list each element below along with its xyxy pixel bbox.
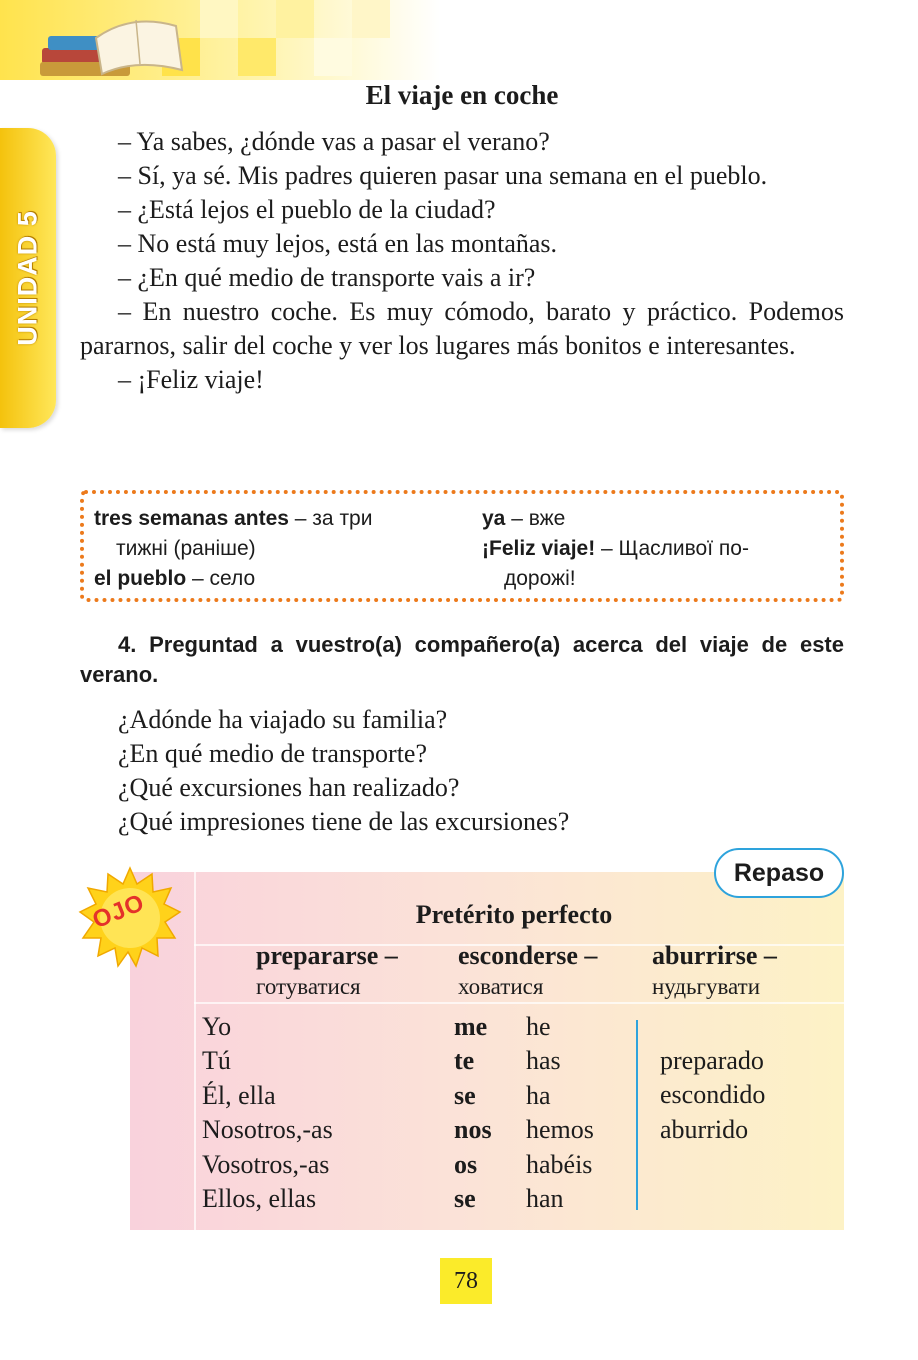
vocab-translation: – вже — [505, 507, 566, 530]
dialog-line: – En nuestro coche. Es muy cómodo, barato y práctico. Podemos pararnos, salir del coche y ver los lugares más bonitos e interesantes. — [80, 297, 844, 360]
haber-form: he — [526, 1012, 551, 1041]
verb-translation: готуватися — [256, 974, 361, 999]
pronoun: Tú — [202, 1046, 231, 1076]
vocabulary-column — [94, 504, 474, 594]
verb-translation: ховатися — [458, 974, 544, 999]
participle: preparado — [660, 1046, 764, 1075]
verb-header — [256, 940, 398, 1002]
page-number: 78 — [440, 1258, 492, 1304]
vocab-term: tres semanas antes — [94, 507, 289, 530]
reflexive-pronoun: nos — [454, 1115, 492, 1145]
vocab-translation: – село — [186, 567, 256, 590]
grammar-title: Pretérito perfecto — [415, 900, 613, 929]
reflexive-pronoun: se — [454, 1080, 476, 1110]
unit-tab-label: UNIDAD 5 — [12, 210, 43, 346]
reflexive-pronoun: se — [454, 1184, 476, 1214]
vocab-term: ¡Feliz viaje! — [482, 537, 596, 560]
pronoun-column — [202, 1010, 333, 1216]
pronoun: Nosotros,-as — [202, 1115, 333, 1145]
haber-form: han — [526, 1184, 564, 1214]
haber-column — [526, 1010, 594, 1216]
vocab-term: el pueblo — [94, 567, 187, 590]
haber-form: hemos — [526, 1115, 594, 1145]
dialog-line: – ¿En qué medio de transporte vais a ir? — [118, 263, 536, 292]
question-item: ¿Qué impresiones tiene de las excursiones? — [118, 807, 570, 836]
repaso-badge: Repaso — [714, 848, 844, 898]
dialog-text — [80, 125, 844, 397]
vocab-translation: – за три — [288, 507, 373, 530]
vocab-entry — [94, 564, 474, 594]
participle: aburrido — [660, 1114, 749, 1144]
verb-translation: нудьгувати — [652, 974, 761, 999]
reflexive-pronoun: me — [454, 1012, 488, 1041]
pronoun: Él, ella — [202, 1080, 276, 1110]
verb-header — [458, 940, 597, 1002]
participle-column — [660, 1044, 765, 1147]
vocab-entry — [482, 504, 842, 534]
question-list — [80, 703, 844, 839]
vocab-entry — [94, 504, 474, 534]
question-item: ¿Adónde ha viajado su familia? — [118, 705, 448, 734]
vocabulary-column — [482, 504, 842, 594]
vocab-continuation: дорожі! — [504, 567, 576, 590]
vocabulary-box — [80, 490, 844, 602]
question-item: ¿En qué medio de transporte? — [118, 739, 427, 768]
dialog-line: – ¿Está lejos el pueblo de la ciudad? — [118, 195, 496, 224]
vocab-translation: – Щасливої по- — [595, 537, 749, 560]
reflexive-pronoun: os — [454, 1149, 478, 1179]
column-divider — [636, 1020, 638, 1210]
books-icon — [36, 8, 186, 80]
pronoun: Vosotros,-as — [202, 1149, 330, 1179]
vocab-entry — [482, 534, 842, 564]
exercise-instruction: 4. Preguntad a vuestro(a) compañero(a) acerca del viaje de este verano. — [80, 632, 844, 687]
verb-infinitive: esconderse – — [458, 941, 598, 970]
participle: escondido — [660, 1080, 766, 1110]
reflexive-column — [454, 1010, 492, 1216]
question-item: ¿Qué excursiones han realizado? — [118, 773, 460, 802]
verb-infinitive: aburrirse – — [652, 941, 777, 970]
pronoun: Ellos, ellas — [202, 1184, 317, 1214]
verb-header — [652, 940, 777, 1002]
page-title: El viaje en coche — [365, 80, 559, 110]
verb-infinitive: prepararse – — [256, 941, 398, 970]
reflexive-pronoun: te — [454, 1046, 475, 1076]
dialog-line: – ¡Feliz viaje! — [118, 365, 264, 394]
haber-form: habéis — [526, 1149, 593, 1179]
haber-form: ha — [526, 1080, 551, 1110]
vocab-continuation: тижні (раніше) — [116, 537, 256, 560]
dialog-line: – No está muy lejos, está en las montañas. — [118, 229, 558, 258]
vocab-term: ya — [482, 507, 506, 530]
dialog-line: – Sí, ya sé. Mis padres quieren pasar una semana en el pueblo. — [118, 161, 768, 190]
unit-tab — [0, 128, 56, 428]
dialog-line: – Ya sabes, ¿dónde vas a pasar el verano? — [118, 127, 550, 156]
ojo-badge-label: OJO — [88, 888, 149, 935]
haber-form: has — [526, 1046, 561, 1076]
pronoun: Yo — [202, 1012, 232, 1041]
